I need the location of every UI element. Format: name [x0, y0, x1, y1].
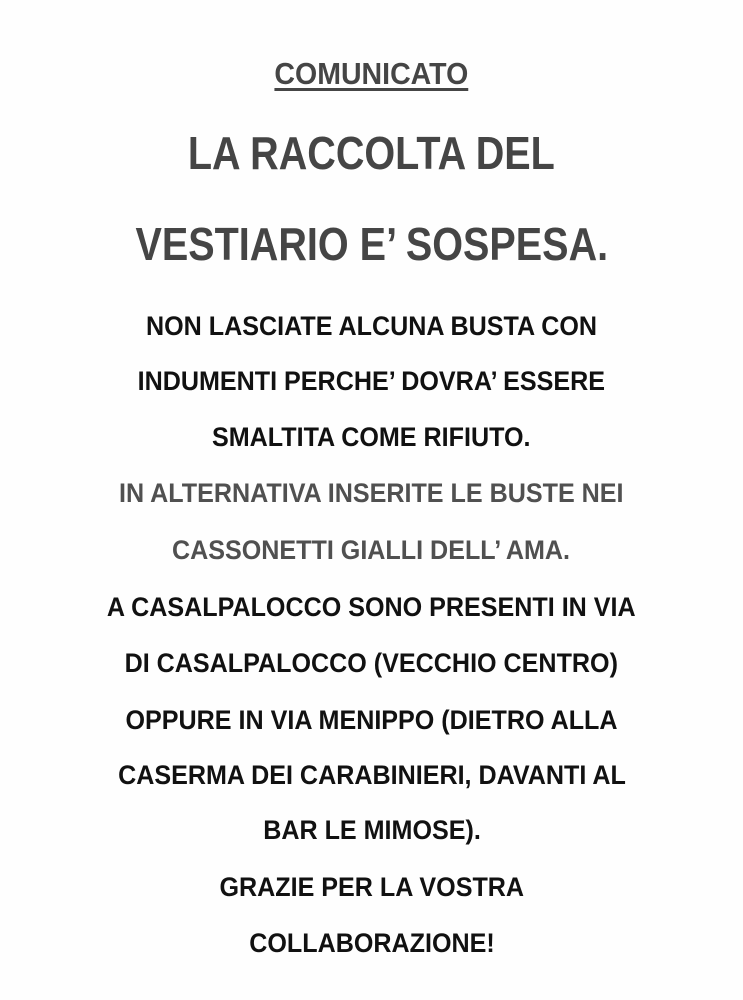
- body-line-1: [0, 313, 743, 340]
- body-text: DI CASALPALOCCO (VECCHIO CENTRO): [124, 648, 619, 678]
- body-text: NON LASCIATE ALCUNA BUSTA CON: [145, 311, 598, 341]
- title-line-2: [0, 218, 743, 270]
- notice-heading: [0, 58, 743, 89]
- title-line-1: [0, 127, 743, 179]
- body-line-9: [0, 762, 743, 789]
- body-text: BAR LE MIMOSE).: [262, 815, 481, 845]
- heading-text: COMUNICATO: [274, 56, 469, 91]
- title-text: LA RACCOLTA DEL: [188, 127, 555, 179]
- title-text: VESTIARIO E’ SOSPESA.: [135, 218, 608, 270]
- body-line-6: [0, 594, 743, 621]
- body-line-10: [0, 817, 743, 844]
- body-text: COLLABORAZIONE!: [248, 928, 495, 958]
- body-line-12: [0, 930, 743, 957]
- body-line-4: [0, 480, 743, 507]
- body-text: INDUMENTI PERCHE’ DOVRA’ ESSERE: [137, 366, 606, 396]
- body-text: A CASALPALOCCO SONO PRESENTI IN VIA: [107, 592, 636, 622]
- body-text: CASERMA DEI CARABINIERI, DAVANTI AL: [117, 760, 626, 790]
- body-line-7: [0, 650, 743, 677]
- body-line-3: [0, 424, 743, 451]
- body-text: GRAZIE PER LA VOSTRA: [219, 872, 524, 902]
- body-line-5: [0, 537, 743, 564]
- body-text: CASSONETTI GIALLI DELL’ AMA.: [172, 535, 571, 565]
- body-line-11: [0, 874, 743, 901]
- body-text: IN ALTERNATIVA INSERITE LE BUSTE NEI: [119, 478, 624, 508]
- body-line-8: [0, 707, 743, 734]
- body-text: OPPURE IN VIA MENIPPO (DIETRO ALLA: [125, 705, 618, 735]
- body-line-2: [0, 368, 743, 395]
- body-text: SMALTITA COME RIFIUTO.: [212, 422, 531, 452]
